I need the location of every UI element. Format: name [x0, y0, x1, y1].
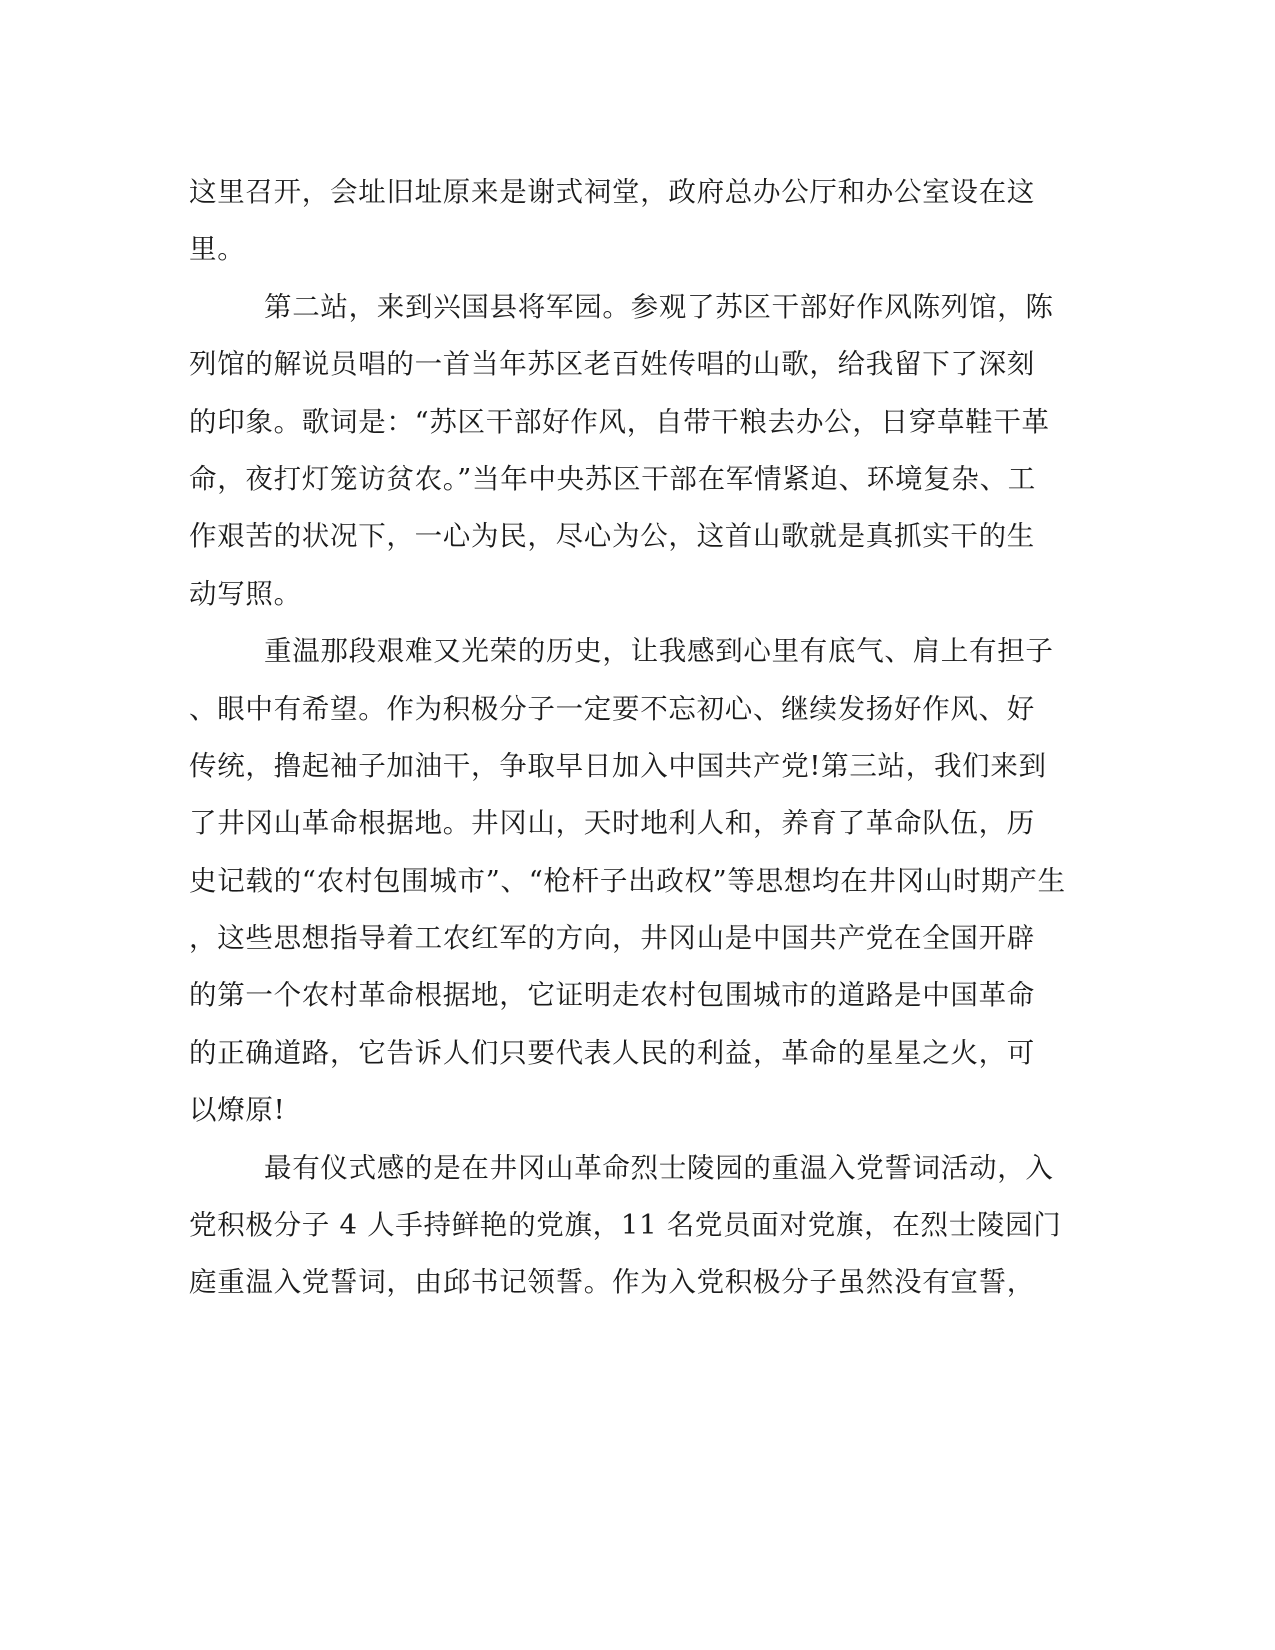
paragraph-2-line-6: 动写照。 — [189, 577, 302, 610]
paragraph-3-line-7: 的第一个农村革命根据地，它证明走农村包围城市的道路是中国革命 — [189, 979, 1035, 1012]
paragraph-3-line-2: 、眼中有希望。作为积极分子一定要不忘初心、继续发扬好作风、好 — [189, 692, 1035, 725]
paragraph-3-line-9: 以燎原! — [189, 1094, 286, 1127]
paragraph-2-line-4: 命，夜打灯笼访贫农。”当年中央苏区干部在军情紧迫、环境复杂、工 — [189, 462, 1037, 495]
paragraph-3-line-3: 传统，撸起袖子加油干，争取早日加入中国共产党!第三站，我们来到 — [189, 749, 1047, 782]
paragraph-1-line-1: 这里召开，会址旧址原来是谢式祠堂，政府总办公厅和办公室设在这 — [189, 176, 1035, 208]
paragraph-3-line-8: 的正确道路，它告诉人们只要代表人民的利益，革命的星星之火，可 — [189, 1036, 1035, 1069]
paragraph-4-line-2: 党积极分子 4 人手持鲜艳的党旗，11 名党员面对党旗，在烈士陵园门 — [189, 1209, 1062, 1242]
paragraph-2-line-3: 的印象。歌词是：“苏区干部好作风，自带干粮去办公，日穿草鞋干革 — [189, 405, 1050, 438]
paragraph-2-line-1: 第二站，来到兴国县将军园。参观了苏区干部好作风陈列馆，陈 — [264, 290, 1054, 323]
paragraph-4-line-1: 最有仪式感的是在井冈山革命烈士陵园的重温入党誓词活动，入 — [264, 1151, 1054, 1184]
document-body — [189, 164, 1081, 1312]
paragraph-2-line-2: 列馆的解说员唱的一首当年苏区老百姓传唱的山歌，给我留下了深刻 — [189, 348, 1035, 381]
paragraph-3-line-6: ，这些思想指导着工农红军的方向，井冈山是中国共产党在全国开辟 — [189, 922, 1035, 955]
paragraph-4-line-3: 庭重温入党誓词，由邱书记领誓。作为入党积极分子虽然没有宣誓， — [189, 1266, 1035, 1299]
paragraph-2-line-5: 作艰苦的状况下，一心为民，尽心为公，这首山歌就是真抓实干的生 — [189, 520, 1035, 553]
paragraph-3-line-4: 了井冈山革命根据地。井冈山，天时地利人和，养育了革命队伍，历 — [189, 807, 1035, 840]
paragraph-1-line-2: 里。 — [189, 233, 246, 266]
paragraph-3-line-5: 史记载的“农村包围城市”、“枪杆子出政权”等思想均在井冈山时期产生 — [189, 864, 1066, 897]
paragraph-3-line-1: 重温那段艰难又光荣的历史，让我感到心里有底气、肩上有担子 — [264, 635, 1054, 668]
